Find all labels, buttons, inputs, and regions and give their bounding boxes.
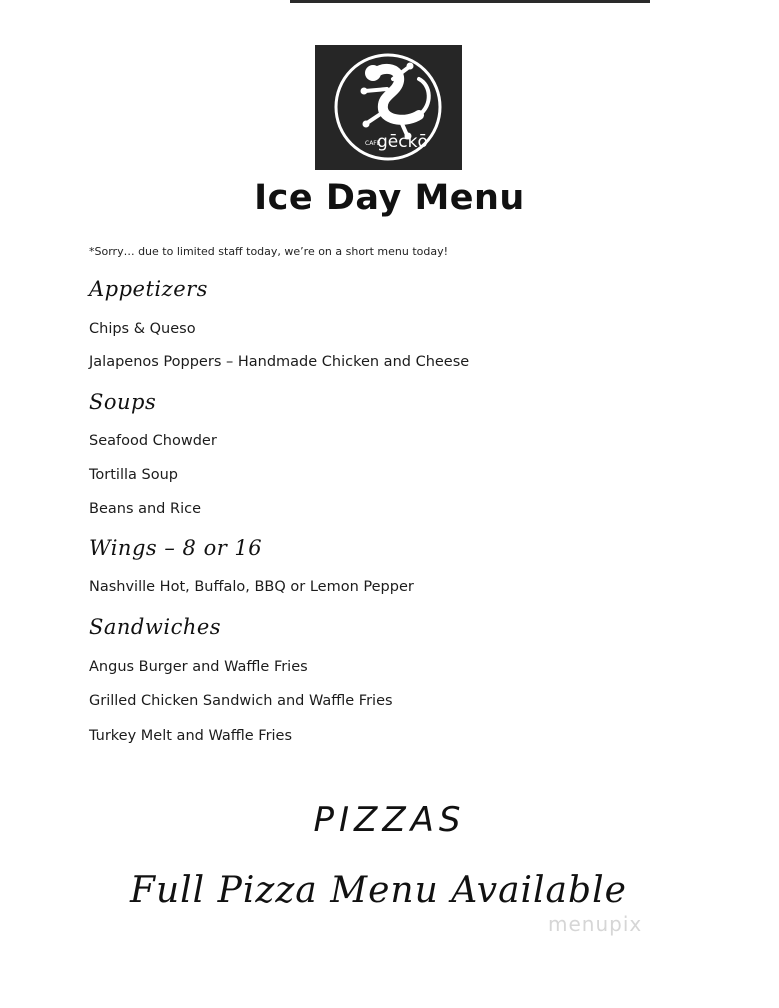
menu-item: Nashville Hot, Buffalo, BBQ or Lemon Pepper	[89, 579, 414, 595]
menu-item: Chips & Queso	[89, 321, 196, 337]
watermark: menupix	[548, 912, 643, 936]
menu-item: Jalapenos Poppers – Handmade Chicken and Cheese	[89, 354, 470, 370]
menu-item: Grilled Chicken Sandwich and Waffle Fries	[89, 693, 393, 709]
gecko-logo	[315, 45, 462, 170]
menu-note: *Sorry… due to limited staff today, we’re on a short menu today!	[89, 245, 449, 258]
logo-word: gēckō	[377, 132, 428, 152]
section-heading-sandwiches: Sandwiches	[89, 615, 222, 639]
menu-title: Ice Day Menu	[254, 178, 525, 218]
menu-item: Tortilla Soup	[89, 467, 178, 483]
pizzas-note: Full Pizza Menu Available	[130, 870, 627, 911]
section-heading-wings: Wings – 8 or 16	[89, 536, 263, 560]
top-rule	[290, 0, 650, 3]
gecko-logo-icon	[315, 45, 462, 170]
menu-item: Beans and Rice	[89, 501, 201, 517]
menu-item: Angus Burger and Waffle Fries	[89, 659, 308, 675]
menu-item: Seafood Chowder	[89, 433, 217, 449]
section-heading-appetizers: Appetizers	[89, 277, 208, 301]
menu-item: Turkey Melt and Waffle Fries	[89, 728, 293, 744]
section-heading-soups: Soups	[89, 390, 157, 414]
pizzas-heading: PIZZAS	[313, 800, 466, 840]
logo-small-text: CAFE	[365, 140, 381, 147]
